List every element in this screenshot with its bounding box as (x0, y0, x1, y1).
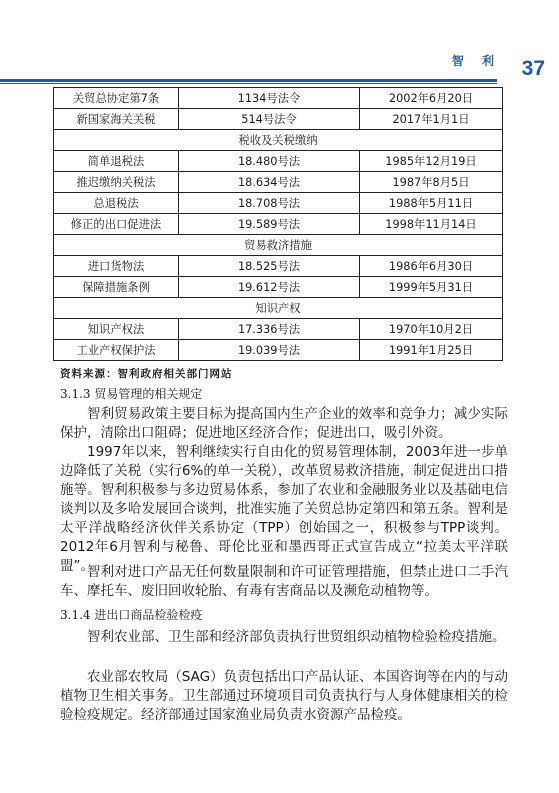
law-number-cell: 514号法令 (179, 109, 360, 130)
law-number-cell: 1134号法令 (179, 88, 360, 109)
law-name-cell: 总退税法 (54, 193, 179, 214)
table-row (54, 193, 503, 214)
table-section-row (54, 298, 503, 319)
law-date-cell: 1970年10月2日 (360, 319, 503, 340)
table-section-label: 税收及关税缴纳 (54, 130, 503, 151)
table-row (54, 340, 503, 361)
law-number-cell: 18.634号法 (179, 172, 360, 193)
law-name-cell: 简单退税法 (54, 151, 179, 172)
paragraph: 智利贸易政策主要目标为提高国内生产企业的效率和竞争力；减少实际保护，清除出口阻碍；促进地区经济合作；促进出口，吸引外资。 (60, 406, 508, 441)
law-date-cell: 1987年8月5日 (360, 172, 503, 193)
table-section-label: 知识产权 (54, 298, 503, 319)
law-date-cell: 1986年6月30日 (360, 256, 503, 277)
header-rule (0, 79, 497, 82)
table-section-row (54, 235, 503, 256)
page-number: 37 (521, 57, 545, 80)
section-title: 进出口商品检验检疫 (94, 608, 203, 622)
section-heading-313 (60, 385, 202, 402)
law-date-cell: 1991年1月25日 (360, 340, 503, 361)
section-heading-314 (60, 606, 202, 623)
paragraph: 智利对进口产品无任何数量限制和许可证管理措施，但禁止进口二手汽车、摩托车、废旧回收轮胎、有毒有害商品以及濒危动植物等。 (60, 564, 508, 599)
law-number-cell: 18.708号法 (179, 193, 360, 214)
table-row (54, 214, 503, 235)
law-date-cell: 1988年5月11日 (360, 193, 503, 214)
law-number-cell: 19.589号法 (179, 214, 360, 235)
law-date-cell: 1985年12月19日 (360, 151, 503, 172)
law-number-cell: 19.612号法 (179, 277, 360, 298)
table-row (54, 319, 503, 340)
table-source-note: 资料来源：智利政府相关部门网站 (60, 368, 233, 380)
law-date-cell: 1999年5月31日 (360, 277, 503, 298)
law-date-cell: 2002年6月20日 (360, 88, 503, 109)
law-name-cell: 工业产权保护法 (54, 340, 179, 361)
table-section-label: 贸易救济措施 (54, 235, 503, 256)
law-name-cell: 关贸总协定第7条 (54, 88, 179, 109)
page-header (0, 0, 559, 90)
table-row (54, 256, 503, 277)
table-row (54, 277, 503, 298)
law-number-cell: 17.336号法 (179, 319, 360, 340)
table-section-row (54, 130, 503, 151)
paragraph: 1997年以来，智利继续实行自由化的贸易管理体制，2003年进一步单边降低了关税（实行6%的单一关税），改革贸易救济措施，制定促进出口措施等。智利积极参与多边贸易体系，参加了农业和金融服务业以及基础电信谈判以及多哈发展回合谈判，批准实施了关贸总协定第四和第五条。智利是太平洋战略经济伙伴关系协定（TPP）创始国之一，积极参与TPP谈判。2012年6月智利与秘鲁、哥伦比亚和墨西哥正式宣告成立“拉美太平洋联盟”。 (60, 444, 508, 574)
law-name-cell: 保障措施条例 (54, 277, 179, 298)
law-date-cell: 1998年11月14日 (360, 214, 503, 235)
section-number: 3.1.4 (60, 608, 91, 622)
table-row (54, 88, 503, 109)
law-number-cell: 18.525号法 (179, 256, 360, 277)
law-number-cell: 18.480号法 (179, 151, 360, 172)
law-number-cell: 19.039号法 (179, 340, 360, 361)
running-header-country: 智 利 (451, 54, 501, 68)
table-row (54, 172, 503, 193)
law-name-cell: 推迟缴纳关税法 (54, 172, 179, 193)
law-date-cell: 2017年1月1日 (360, 109, 503, 130)
section-title: 贸易管理的相关规定 (94, 387, 203, 401)
paragraph: 农业部农牧局（SAG）负责包括出口产品认证、本国咨询等在内的与动植物卫生相关事务。卫生部通过环境项目司负责执行与人身体健康相关的检验检疫规定。经济部通过国家渔业局负责水资源产品检疫。 (60, 669, 508, 723)
paragraph: 智利农业部、卫生部和经济部负责执行世贸组织动植物检验检疫措施。 (87, 629, 506, 645)
laws-table (53, 87, 503, 361)
table-row (54, 151, 503, 172)
law-name-cell: 进口货物法 (54, 256, 179, 277)
section-number: 3.1.3 (60, 387, 91, 401)
law-name-cell: 修正的出口促进法 (54, 214, 179, 235)
header-rule-thin (0, 83, 497, 84)
law-name-cell: 知识产权法 (54, 319, 179, 340)
law-name-cell: 新国家海关关税 (54, 109, 179, 130)
table-row (54, 109, 503, 130)
laws-table-body (54, 88, 503, 361)
